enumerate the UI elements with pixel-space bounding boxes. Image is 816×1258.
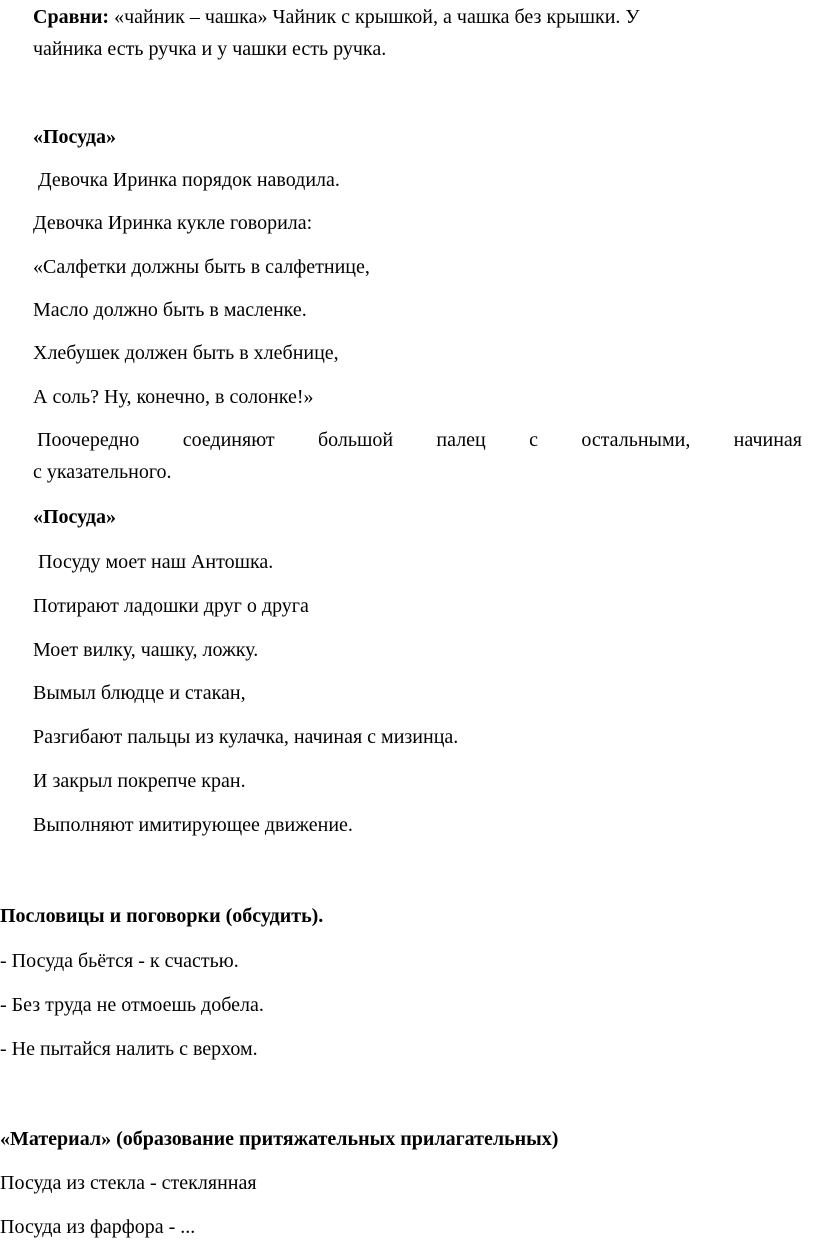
intro-label: Сравни:: [33, 6, 110, 28]
proverb-item: - Посуда бьётся - к счастью.: [0, 950, 239, 972]
intro-text-1: «чайник – чашка» Чайник с крышкой, а чашка без крышки. У: [114, 6, 640, 28]
material-title: «Материал» (образование притяжательных прилагательных): [0, 1128, 559, 1150]
proverb-item: - Без труда не отмоешь добела.: [0, 994, 264, 1016]
intro-line-1: [33, 5, 640, 29]
proverb-item: - Не пытайся налить с верхом.: [0, 1038, 258, 1060]
poem2-line: Разгибают пальцы из кулачка, начиная с мизинца.: [33, 726, 459, 748]
poem2-line: Вымыл блюдце и стакан,: [33, 682, 246, 704]
poem1-line: Масло должно быть в масленке.: [33, 299, 307, 321]
poem1-line: А соль? Ну, конечно, в солонке!»: [33, 386, 314, 408]
poem2-line: И закрыл покрепче кран.: [33, 770, 246, 792]
material-item: Посуда из фарфора - ...: [0, 1216, 196, 1238]
poem1-line: Девочка Иринка порядок наводила.: [33, 169, 340, 191]
poem2-line: Выполняют имитирующее движение.: [33, 814, 353, 836]
poem1-instruction-2: с указательного.: [33, 461, 172, 483]
proverbs-title: Пословицы и поговорки (обсудить).: [0, 905, 324, 927]
poem1-line: «Салфетки должны быть в салфетнице,: [33, 256, 370, 278]
poem1-line: Девочка Иринка кукле говорила:: [33, 212, 313, 234]
poem2-line: Потирают ладошки друг о друга: [33, 595, 309, 617]
poem2-line: Посуду моет наш Антошка.: [33, 551, 274, 573]
poem2-line: Моет вилку, чашку, ложку.: [33, 639, 259, 661]
intro-text-2: чайника есть ручка и у чашки есть ручка.: [33, 38, 387, 60]
poem1-title: «Посуда»: [33, 126, 117, 148]
poem1-line: Хлебушек должен быть в хлебнице,: [33, 342, 339, 364]
poem2-title: «Посуда»: [33, 506, 117, 528]
material-item: Посуда из стекла - стеклянная: [0, 1172, 257, 1194]
poem1-instruction-1: Поочередно соединяют большой палец с остальными, начиная: [37, 429, 802, 451]
